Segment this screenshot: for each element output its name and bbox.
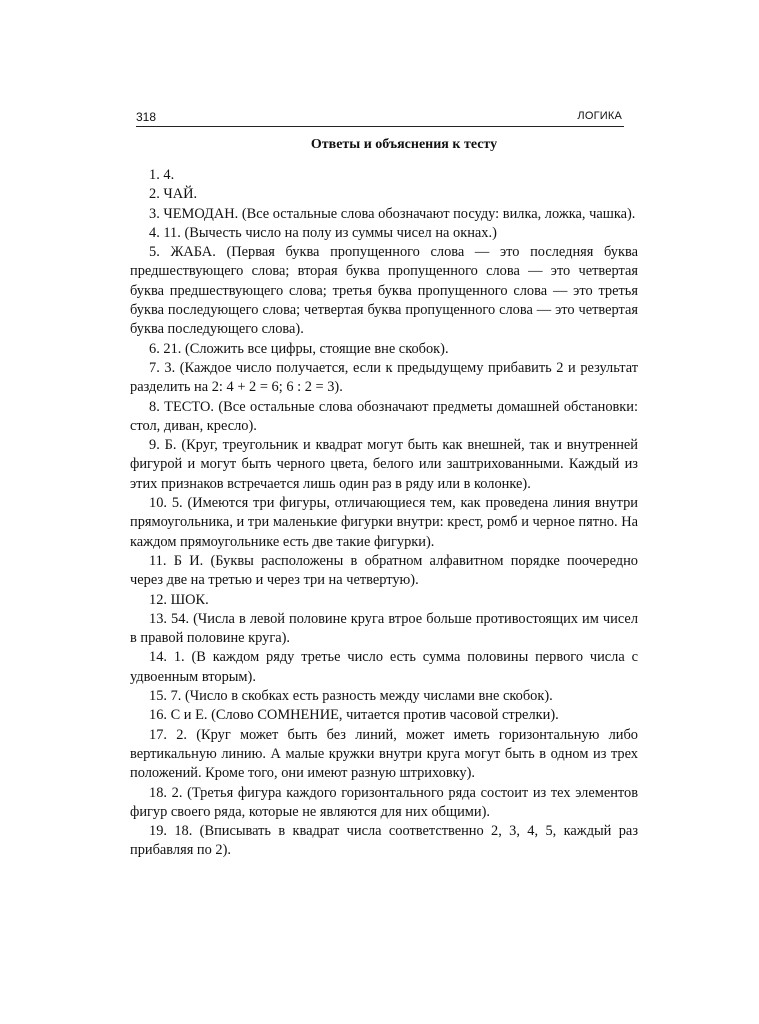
answer-item: [130, 359, 638, 398]
answer-text: (Число в скобках есть разность между числами вне скобок).: [181, 688, 553, 705]
answers-list: [130, 166, 638, 861]
answer-text: (Слово СОМНЕНИЕ, читается против часовой стрелки).: [207, 707, 559, 724]
page-number: 318: [136, 110, 157, 124]
answer-lead: 15. 7.: [149, 688, 182, 705]
answer-item: [130, 822, 638, 861]
answer-text: (Круг может быть без линий, может иметь горизонтальную либо вертикальную линию. А малые кружки внутри круга могут быть в одном из трех положений. Кроме того, они имеют разную штриховку).: [130, 726, 638, 782]
answer-item: [130, 205, 638, 224]
answer-text: (Сложить все цифры, стоящие вне скобок).: [181, 340, 449, 357]
running-header: [136, 112, 624, 127]
answer-item: [130, 687, 638, 706]
answer-lead: 9. Б.: [149, 437, 177, 454]
section-title: Ответы и объяснения к тесту: [310, 137, 498, 152]
answer-lead: 1. 4.: [149, 167, 175, 183]
answer-item: [130, 494, 638, 552]
answer-item: [130, 610, 638, 649]
answer-lead: 17. 2.: [149, 726, 188, 743]
answer-lead: 10. 5.: [149, 495, 183, 512]
answer-lead: 6. 21.: [149, 340, 182, 357]
answer-item: [130, 166, 638, 185]
answer-lead: 18. 2.: [149, 784, 183, 801]
answer-lead: 4. 11.: [149, 224, 181, 241]
answer-text: (Третья фигура каждого горизонтального ряда состоит из тех элементов фигур своего ряда, которые не являются для них общими).: [130, 784, 638, 820]
answer-lead: 19. 18.: [149, 823, 193, 840]
answer-lead: 11. Б И.: [149, 552, 204, 569]
answer-text: (Каждое число получается, если к предыдущему прибавить 2 и результат разделить на 2: 4 + 2 = 6; 6 : 2 = 3).: [130, 359, 638, 396]
answer-item: [130, 436, 638, 494]
answer-item: [130, 706, 638, 725]
answer-item: [130, 591, 638, 610]
answer-text: (Вписывать в квадрат числа соответственно 2, 3, 4, 5, каждый раз прибавляя по 2).: [130, 823, 638, 859]
answer-lead: 7. 3.: [149, 359, 176, 376]
answer-item: [130, 398, 638, 437]
answer-item: [130, 726, 638, 784]
answer-lead: 2. ЧАЙ.: [149, 186, 198, 203]
answer-text: (Все остальные слова обозначают предметы домашней обстановки: стол, диван, кресло).: [130, 398, 638, 434]
answer-lead: 8. ТЕСТО.: [149, 398, 214, 415]
answer-item: [130, 224, 638, 243]
answer-item: [130, 340, 638, 359]
answer-text: (Все остальные слова обозначают посуду: вилка, ложка, чашка).: [238, 205, 636, 222]
running-title: ЛОГИКА: [577, 110, 622, 122]
answer-lead: 14. 1.: [149, 649, 185, 666]
answer-lead: 3. ЧЕМОДАН.: [149, 205, 239, 222]
answer-text: (Имеются три фигуры, отличающиеся тем, как проведена линия внутри прямоугольника, и три маленькие фигурки внутри: крест, ромб и черное пятно. На каждом прямоугольнике есть две такие фигурки).: [130, 495, 638, 550]
answer-lead: 5. ЖАБА.: [149, 244, 216, 261]
answer-text: (В каждом ряду третье число есть сумма половины первого числа с удвоенным вторым).: [130, 649, 638, 685]
answer-item: [130, 243, 638, 339]
answer-text: (Числа в левой половине круга втрое больше противостоящих им чисел в правой половине круга).: [130, 610, 638, 647]
answer-text: (Вычесть число на полу из суммы чисел на окнах.): [180, 224, 497, 241]
answer-item: [130, 552, 638, 591]
answer-text: (Буквы расположены в обратном алфавитном порядке поочередно через две на третью и через три на четвертую).: [130, 552, 638, 589]
answer-text: (Первая буква пропущенного слова — это последняя буква предшествующего слова; вторая буква пропущенного слова — это четвертая буква предшествующего слова; третья буква пропущенного слова — это третья буква последующего слова; четвертая буква пропущенного слова — это четвертая буква последующего слова).: [130, 244, 638, 338]
answer-item: [130, 185, 638, 204]
answer-lead: 12. ШОК.: [149, 591, 209, 608]
answer-item: [130, 648, 638, 687]
answer-item: [130, 784, 638, 823]
answer-text: (Круг, треугольник и квадрат могут быть как внешней, так и внутренней фигурой и могут быть черного цвета, белого или заштрихованными. Каждый из этих признаков встречается лишь один раз в ряду или в колонке).: [130, 437, 638, 492]
answer-lead: 13. 54.: [149, 610, 190, 627]
answer-lead: 16. С и Е.: [149, 707, 208, 724]
